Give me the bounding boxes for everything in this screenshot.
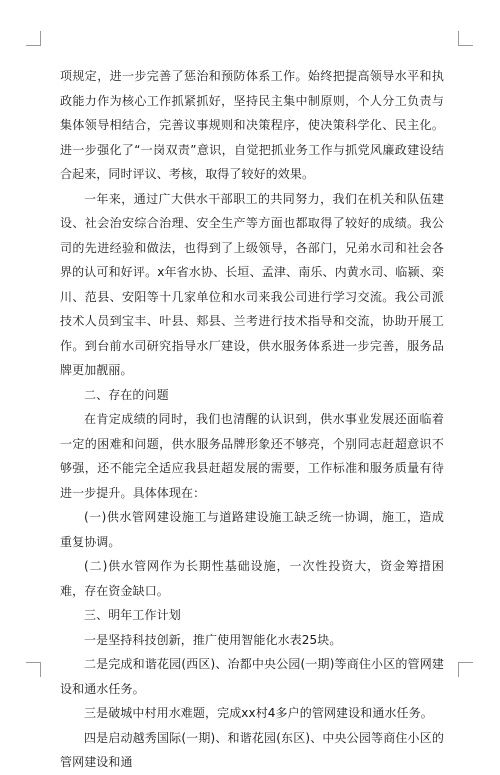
section-heading-problems: 二、存在的问题: [84, 387, 169, 402]
document-body: [60, 64, 444, 775]
crop-mark-top-left: [26, 31, 41, 46]
paragraph-3: 在肯定成绩的同时，我们也清醒的认识到，供水事业发展还面临着一定的困难和问题，供水服务品牌形象还不够亮，个别同志赶超意识不够强，还不能完全适应我县赶超发展的需要，工作标准和服务质量有待进一步提升。具体体现在：: [60, 412, 444, 500]
crop-mark-bottom-right: [458, 662, 473, 677]
crop-mark-top-right: [458, 31, 473, 46]
list-item-plan-2: 二是完成和谐花园(西区)、冶都中央公园(一期)等商住小区的管网建设和通水任务。: [60, 657, 444, 696]
list-item-plan-4: 四是启动越秀国际(一期)、和谐花园(东区)、中央公园等商住小区的管网建设和通: [60, 730, 444, 769]
paragraph-1: 项规定，进一步完善了惩治和预防体系工作。始终把提高领导水平和执政能力作为核心工作抓紧抓好，坚持民主集中制原则，个人分工负责与集体领导相结合，完善议事规则和决策程序，使决策科学化、民主化。进一步强化了“一岗双责”意识，自觉把抓业务工作与抓党风廉政建设结合起来，同时评议、考核，取得了较好的效果。: [60, 69, 444, 181]
list-item-problem-1: (一)供水管网建设施工与道路建设施工缺乏统一协调，施工，造成重复协调。: [60, 510, 444, 549]
section-heading-plan: 三、明年工作计划: [84, 608, 181, 622]
list-item-plan-3: 三是破城中村用水难题，完成xx村4多户的管网建设和通水任务。: [84, 706, 433, 720]
list-item-problem-2: (二)供水管网作为长期性基础设施，一次性投资大，资金筹措困难，存在资金缺口。: [60, 559, 444, 598]
paragraph-2: 一年来，通过广大供水干部职工的共同努力，我们在机关和队伍建设、社会治安综合治理、安全生产等方面也都取得了较好的成绩。我公司的先进经验和做法，也得到了上级领导，各部门，兄弟水司和社会各界的认可和好评。x年省水协、长垣、孟津、南乐、内黄水司、临颍、栾川、范县、安阳等十几家单位和水司来我公司进行学习交流。我公司派技术人员到宝丰、叶县、郏县、兰考进行技术指导和交流，协助开展工作。到台前水司研究指导水厂建设，供水服务体系进一步完善，服务品牌更加靓丽。: [60, 191, 444, 377]
list-item-plan-1: 一是坚持科技创新，推广使用智能化水表25块。: [84, 632, 342, 647]
crop-mark-bottom-left: [26, 662, 41, 677]
